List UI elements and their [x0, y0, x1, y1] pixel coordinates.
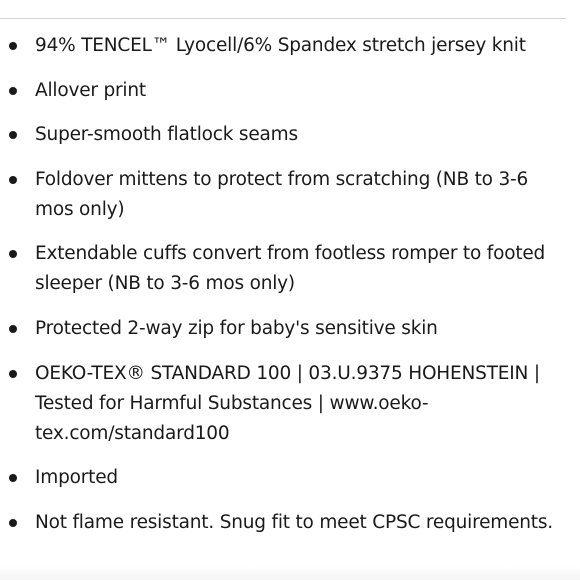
feature-item-cuffs — [0, 239, 580, 299]
feature-item-certification — [0, 359, 580, 449]
feature-text: Allover print — [35, 79, 146, 101]
feature-item-fabric — [0, 31, 580, 61]
feature-text: Protected 2-way zip for baby's sensitive skin — [35, 317, 438, 339]
feature-text: Foldover mittens to protect from scratching (NB to 3-6 mos only) — [35, 168, 529, 220]
bullet-icon — [9, 370, 17, 378]
bullet-icon — [9, 474, 17, 482]
feature-item-mittens — [0, 165, 580, 225]
bullet-icon — [9, 519, 17, 527]
feature-text: Imported — [35, 467, 118, 489]
feature-item-print — [0, 76, 580, 106]
feature-text: 94% TENCEL™ Lyocell/6% Spandex stretch jersey knit — [35, 35, 526, 56]
feature-text: Not flame resistant. Snug fit to meet CPSC requirements. — [35, 511, 553, 533]
bullet-icon — [9, 42, 17, 50]
feature-list — [0, 31, 580, 552]
feature-item-seams — [0, 120, 580, 150]
feature-item-zip — [0, 314, 580, 344]
bullet-icon — [9, 131, 17, 139]
feature-text: Super-smooth flatlock seams — [35, 124, 298, 146]
bullet-icon — [9, 87, 17, 95]
bullet-icon — [9, 250, 17, 258]
feature-item-flame-notice — [0, 508, 580, 538]
top-divider — [0, 18, 566, 19]
bullet-icon — [9, 325, 17, 333]
bottom-edge — [0, 566, 580, 580]
feature-text: OEKO-TEX® STANDARD 100 | 03.U.9375 HOHENSTEIN | Tested for Harmful Substances | www.oeko-tex.com/standard100 — [35, 362, 540, 444]
bullet-icon — [9, 176, 17, 184]
feature-item-imported — [0, 463, 580, 493]
feature-text: Extendable cuffs convert from footless romper to footed sleeper (NB to 3-6 mos only) — [35, 243, 546, 295]
